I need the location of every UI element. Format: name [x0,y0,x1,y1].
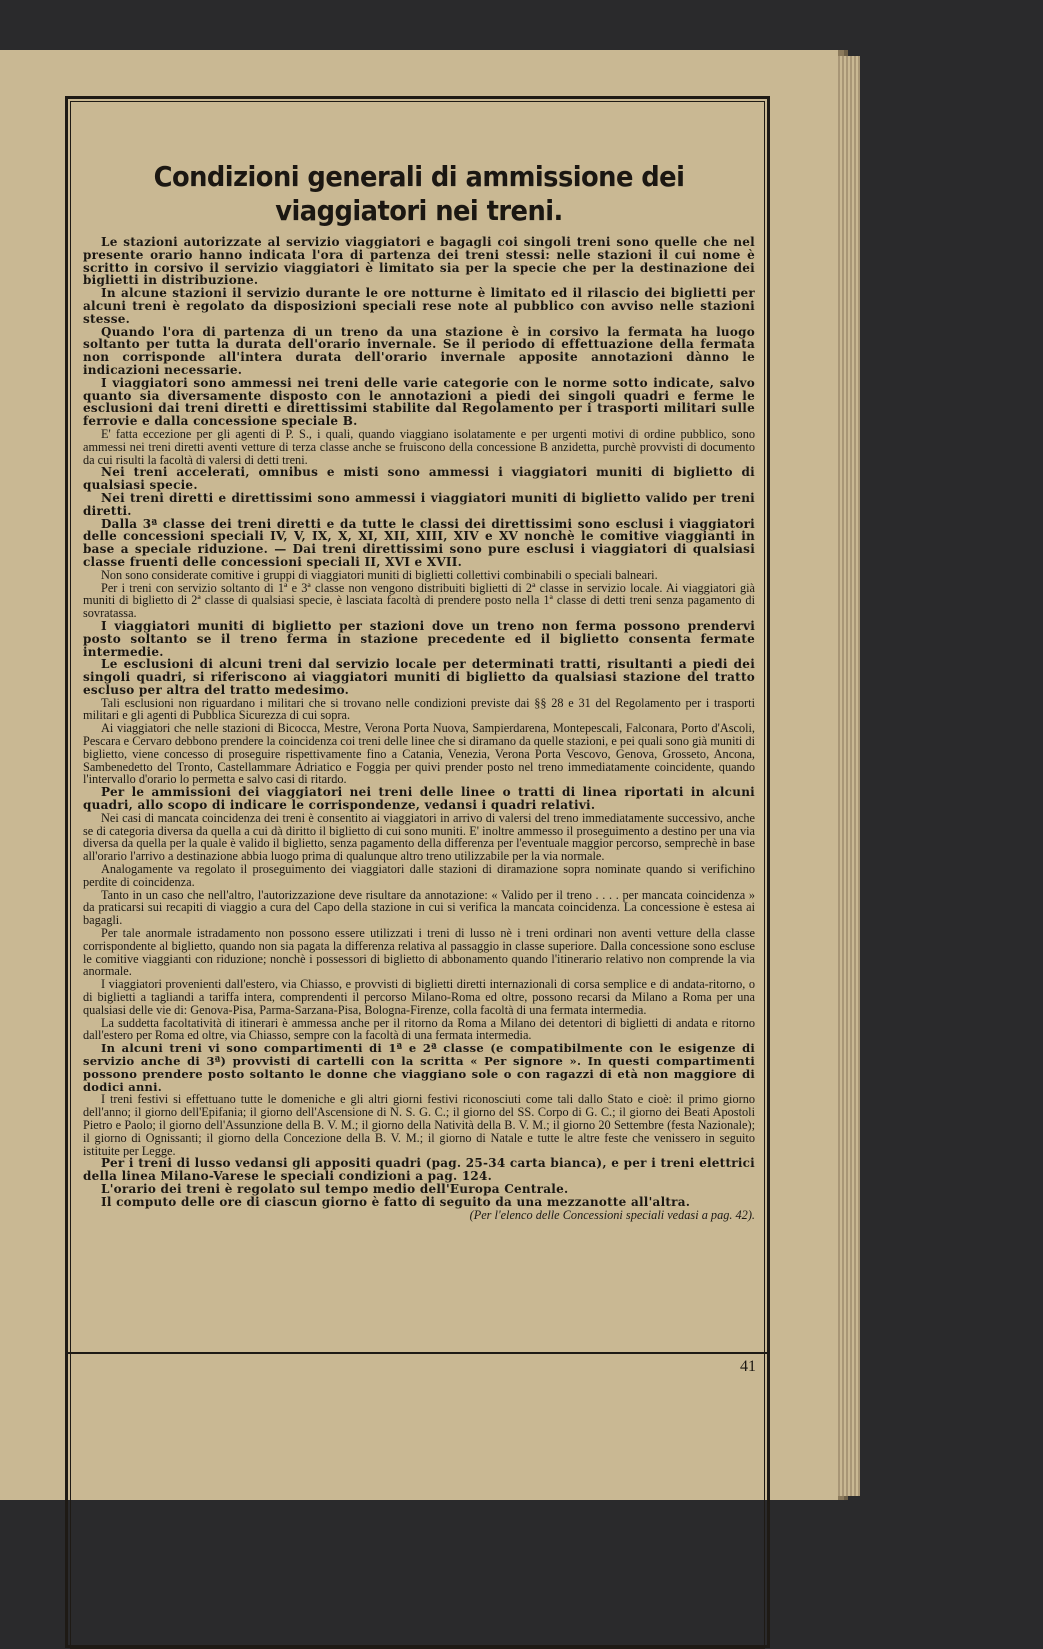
paragraph-p22: I treni festivi si effettuano tutte le domeniche e gli altri giorni festivi riconosciuti come tali dallo Stato e cioè: il primo giorno dell'anno; il giorno dell'Epifania; il giorno dell'Ascensione di N. S. G. C.; il giorno del SS. Corpo di G. C.; il giorno dei Beati Apostoli Pietro e Paolo; il giorno dell'Assunzione della B. V. M.; il giorno della Natività della B. V. M.; il giorno 20 Settembre (festa Nazionale); il giorno di Ognissanti; il giorno della Concezione della B. V. M.; il giorno di Natale e tutte le altre feste che venissero in seguito istituite per Legge. [83,1092,755,1158]
paragraph-p7: Dalla 3ª classe dei treni diretti e da tutte le classi dei direttissimi sono esclusi i viaggiatori delle concessioni speciali IV, V, IX, X, XI, XII, XIII, XIV e XV nonchè le comitive viaggianti in base a speciale riduzione. — Dai treni direttissimi sono pure esclusi i viaggiatori di qualsiasi classe fruenti delle concessioni speciali II, XVI e XVII. [83,516,755,569]
paragraph-p19: I viaggiatori provenienti dall'estero, via Chiasso, e provvisti di biglietti diretti internazionali di corsa semplice e di andata-ritorno, o di biglietti a tagliandi a tariffa intera, comprendenti il percorso Milano-Roma ed oltre, possono recarsi da Milano a Roma per una qualsiasi delle vie di: Genova-Pisa, Parma-Sarzana-Pisa, Bologna-Firenze, colla facoltà di una fermata intermedia. [83,977,755,1017]
paragraph-p21: In alcuni treni vi sono compartimenti di 1ª e 2ª classe (e compatibilmente con le esigenze di servizio anche di 3ª) provvisti di cartelli con la scritta « Per signore ». In questi compartimenti possono prendere posto soltanto le donne che viaggiano sole o con ragazzi di età non maggiore di dodici anni. [83,1041,755,1094]
paragraph-p20: La suddetta facoltatività di itinerari è ammessa anche per il ritorno da Roma a Milano dei detentori di biglietti di andata e ritorno dall'estero per Roma ed oltre, via Chiasso, sempre con la facoltà di una fermata intermedia. [83,1015,755,1043]
paragraph-p14: Per le ammissioni dei viaggiatori nei treni delle linee o tratti di linea riportati in alcuni quadri, allo scopo di indicare le corrispondenze, vedansi i quadri relativi. [83,785,755,813]
paragraph-list [83,236,755,1209]
page-edge [838,56,860,1496]
paragraph-p25: Il computo delle ore di ciascun giorno è fatto di seguito da una mezzanotte all'altra. [101,1194,691,1209]
document-body [83,160,755,1221]
paragraph-p13: Ai viaggiatori che nelle stazioni di Bicocca, Mestre, Verona Porta Nuova, Sampierdarena, Montepescali, Falconara, Porto d'Ascoli, Pescara e Cervaro debbono prendere la coincidenza coi treni delle linee che si diramano da quelle stazioni, e pei quali sono già muniti di biglietto, viene concesso di proseguire rispettivamente fino a Catania, Venezia, Verona Porta Vescovo, Genova, Grosseto, Ancona, Sambenedetto del Tronto, Castellammare Adriatico e Foggia per quivi prender posto nel treno immediatamente coincidente, quando l'intervallo d'orario lo permetta e salvo casi di ritardo. [83,721,755,787]
paragraph-p1: Le stazioni autorizzate al servizio viaggiatori e bagagli coi singoli treni sono quelle che nel presente orario hanno indicata l'ora di partenza dei treni stessi: nelle stazioni il cui nome è scritto in corsivo il servizio viaggiatori è limitato sia per la specie che per la destinazione dei biglietti in distribuzione. [83,235,755,288]
paragraph-p11: Le esclusioni di alcuni treni dal servizio locale per determinati tratti, risultanti a piedi dei singoli quadri, si riferiscono ai viaggiatori muniti di biglietto da qualsiasi stazione del tratto escluso per altra del tratto medesimo. [83,657,755,697]
paragraph-p10: I viaggiatori muniti di biglietto per stazioni dove un treno non ferma possono prendervi posto soltanto se il treno ferma in stazione precedente ed il biglietto consenta fermate intermedie. [83,618,755,659]
paragraph-p18: Per tale anormale istradamento non possono essere utilizzati i treni di lusso nè i treni ordinari non aventi vetture della classe corrispondente al biglietto, quando non sia pagata la differenza relativa al passaggio in classe superiore. Dalla concessione sono escluse le comitive viaggianti con riduzione; nonchè i possessori di biglietto di abbonamento quando l'itinerario relativo non comprende la via anormale. [83,926,755,979]
bottom-rule [68,1352,768,1354]
paragraph-p23: Per i treni di lusso vedansi gli appositi quadri (pag. 25-34 carta bianca), e per i treni elettrici della linea Milano-Varese le speciali condizioni a pag. 124. [83,1156,755,1184]
footnote: (Per l'elenco delle Concessioni speciali vedasi a pag. 42). [469,1207,755,1222]
paragraph-p8: Non sono considerate comitive i gruppi di viaggiatori muniti di biglietti collettivi combinabili o speciali balneari. [101,567,658,582]
paragraph-p9: Per i treni con servizio soltanto di 1ª e 3ª classe non vengono distribuiti biglietti di 2ª classe in servizio locale. Ai viaggiatori già muniti di biglietto di 2ª classe di qualsiasi specie, è lasciata facoltà di prendere posto nella 1ª classe di detti treni senza pagamento di sovratassa. [83,580,755,621]
paragraph-p16: Analogamente va regolato il proseguimento dei viaggiatori dalle stazioni di diramazione sopra nominate quando si verifichino perdite di coincidenza. [83,862,755,889]
page-title: Condizioni generali di ammissione dei viaggiatori nei treni. [153,160,685,227]
paragraph-p4b: E' fatta eccezione per gli agenti di P. S., i quali, quando viaggiano isolatamente e per urgenti motivi di ordine pubblico, sono ammessi nei treni diretti aventi vetture di terza classe anche se fruiscono della concessione B anzidetta, purchè provvisti di documento da cui risulti la facoltà di valersi di detti treni. [83,426,755,467]
paragraph-p17: Tanto in un caso che nell'altro, l'autorizzazione deve risultare da annotazione: « Valido per il treno . . . . per mancata coincidenza » da praticarsi sui recapiti di viaggio a cura del Capo della stazione in cui si verifica la mancata coincidenza. La concessione è estesa ai bagagli. [83,887,755,928]
paragraph-p24: L'orario dei treni è regolato sul tempo medio dell'Europa Centrale. [101,1181,569,1196]
paragraph-p3: Quando l'ora di partenza di un treno da una stazione è in corsivo la fermata ha luogo soltanto per tutta la durata dell'orario invernale. Se il periodo di effettuazione della fermata non corrisponde all'intera durata dell'orario invernale apposite annotazioni dànno le indicazioni necessarie. [83,324,755,377]
page-number: 41 [740,1358,756,1375]
paragraph-p12: Tali esclusioni non riguardano i militari che si trovano nelle condizioni previste dai §§ 28 e 31 del Regolamento per i trasporti militari e gli agenti di Pubblica Sicurezza di cui sopra. [83,695,755,723]
paragraph-p2: In alcune stazioni il servizio durante le ore notturne è limitato ed il rilascio dei biglietti per alcuni treni è regolato da disposizioni speciali rese note al pubblico con avviso nelle stazioni stesse. [83,286,755,326]
paragraph-p6: Nei treni diretti e direttissimi sono ammessi i viaggiatori muniti di biglietto valido per treni diretti. [83,490,755,518]
paragraph-p15: Nei casi di mancata coincidenza dei treni è consentito ai viaggiatori in arrivo di valersi del treno immediatamente successivo, anche se di categoria diversa da quella a cui dà diritto il biglietto di cui sono muniti. E' inoltre ammesso il proseguimento a destino per una via diversa da quella per la quale è valido il biglietto, senza pagamento della differenza per l'eventuale maggior percorso, semprechè in base all'orario l'arrivo a destinazione abbia luogo prima di qualunque altro treno utilizzabile per la via normale. [83,810,755,864]
paragraph-p4a: I viaggiatori sono ammessi nei treni delle varie categorie con le norme sotto indicate, salvo quanto sia diversamente disposto con le annotazioni a piedi dei singoli quadri e ferme le esclusioni dai treni diretti e direttissimi stabilite dal Regolamento per i trasporti militari sulle ferrovie e dalla concessione speciale B. [83,375,755,429]
paragraph-p5: Nei treni accelerati, omnibus e misti sono ammessi i viaggiatori muniti di biglietto di qualsiasi specie. [83,465,755,493]
